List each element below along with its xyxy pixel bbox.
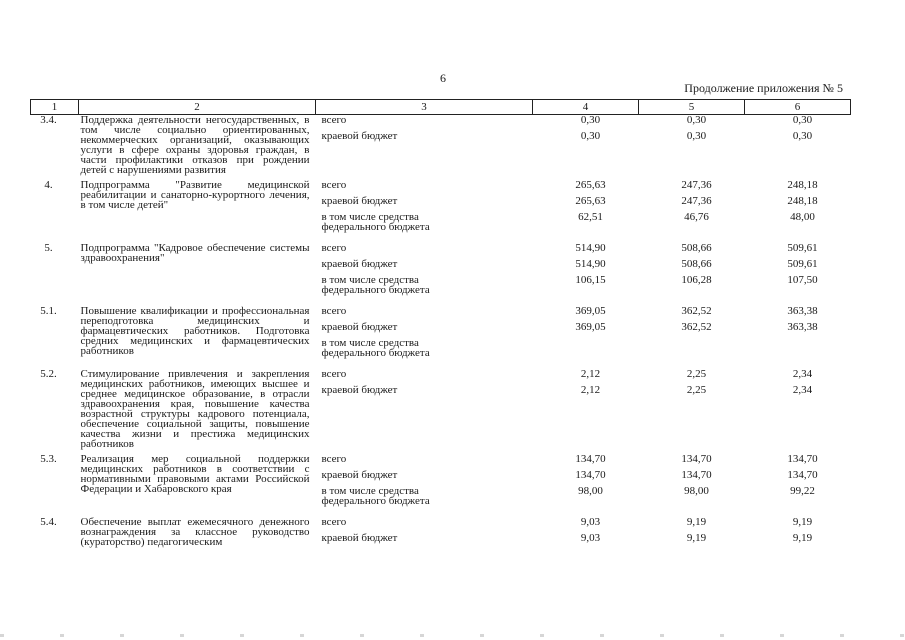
row-number: 4. — [44, 179, 53, 191]
value-cell: 0,30 — [580, 130, 601, 142]
value-col6 — [745, 454, 851, 517]
value-cell: 9,19 — [686, 516, 707, 528]
value-col4 — [533, 517, 639, 554]
budget-table — [30, 99, 851, 554]
value-cell: 0,30 — [686, 130, 707, 142]
value-col4 — [533, 369, 639, 454]
table-row — [31, 517, 851, 554]
table-row — [31, 115, 851, 181]
value-cell: 247,36 — [681, 179, 712, 191]
value-col4 — [533, 115, 639, 181]
value-col5 — [639, 517, 745, 554]
row-name: Повышение квалификации и профессиональная переподготовка медицинских и фармацевтических работников. Подготовка средних медицинских и фармацевтических работников — [80, 305, 310, 357]
value-cell: 2,25 — [686, 368, 707, 380]
header-col-3: 3 — [316, 100, 533, 115]
value-cell: 9,19 — [792, 516, 813, 528]
funding-source: всего — [321, 305, 347, 317]
value-cell: 106,15 — [575, 274, 606, 286]
value-cell: 134,70 — [681, 469, 712, 481]
funding-source: краевой бюджет — [321, 469, 398, 481]
table-row — [31, 306, 851, 369]
value-cell: 0,30 — [686, 114, 707, 126]
value-cell: 134,70 — [681, 453, 712, 465]
header-col-6: 6 — [745, 100, 851, 115]
value-cell: 514,90 — [575, 258, 606, 270]
table-row — [31, 454, 851, 517]
table-row — [31, 369, 851, 454]
funding-source: краевой бюджет — [321, 532, 398, 544]
value-cell: 2,34 — [792, 368, 813, 380]
funding-source: всего — [321, 368, 347, 380]
scan-artifact — [0, 634, 905, 637]
value-cell: 106,28 — [681, 274, 712, 286]
row-name: Стимулирование привлечения и закрепления медицинских работников, имеющих высшее и среднее медицинское образование, в отрасли здравоохранения края, повышение качества возрастной структуры кадрового потенциала, обеспечение социальной защиты, повышение качества жизни и престижа медицинских работников — [80, 368, 310, 450]
funding-sources — [316, 369, 533, 454]
value-cell: 2,25 — [686, 384, 707, 396]
table-row — [31, 180, 851, 243]
value-cell: 62,51 — [578, 211, 603, 223]
value-cell: 369,05 — [575, 305, 606, 317]
value-cell: 98,00 — [578, 485, 603, 497]
value-cell: 514,90 — [575, 242, 606, 254]
funding-sources — [316, 454, 533, 517]
value-cell: 99,22 — [790, 485, 815, 497]
value-cell — [649, 338, 745, 348]
value-cell — [543, 338, 639, 348]
value-col5 — [639, 306, 745, 369]
header-col-2: 2 — [79, 100, 316, 115]
row-name: Подпрограмма "Развитие медицинской реабилитации и санаторно-курортного лечения, в том числе детей" — [80, 179, 310, 211]
value-col6 — [745, 517, 851, 554]
funding-sources — [316, 115, 533, 181]
value-col6 — [745, 180, 851, 243]
row-name: Поддержка деятельности негосударственных, в том числе социально ориентированных, некоммерческих организаций, оказывающих услуги в сфере охраны здоровья граждан, в части профилактики отказов при рождении детей с нарушениями развития — [80, 114, 310, 176]
value-cell: 9,03 — [580, 516, 601, 528]
header-col-4: 4 — [533, 100, 639, 115]
row-number: 5.2. — [40, 368, 57, 380]
value-cell: 134,70 — [787, 469, 818, 481]
row-number: 5.3. — [40, 453, 57, 465]
table-header-row — [31, 100, 851, 115]
header-col-1: 1 — [31, 100, 79, 115]
row-number: 3.4. — [40, 114, 57, 126]
value-cell: 9,19 — [792, 532, 813, 544]
funding-sources — [316, 306, 533, 369]
value-col6 — [745, 306, 851, 369]
value-col5 — [639, 243, 745, 306]
funding-source: краевой бюджет — [321, 384, 398, 396]
funding-sources — [316, 243, 533, 306]
value-cell: 363,38 — [787, 321, 818, 333]
value-cell: 247,36 — [681, 195, 712, 207]
value-cell: 509,61 — [787, 242, 818, 254]
funding-source: в том числе средства федерального бюджета — [321, 211, 430, 233]
value-cell: 363,38 — [787, 305, 818, 317]
value-cell: 9,19 — [686, 532, 707, 544]
value-cell: 2,12 — [580, 368, 601, 380]
value-col6 — [745, 243, 851, 306]
value-cell — [755, 338, 851, 348]
continuation-label: Продолжение приложения № 5 — [684, 81, 843, 95]
value-cell: 107,50 — [787, 274, 818, 286]
funding-source: всего — [321, 179, 347, 191]
value-cell: 265,63 — [575, 179, 606, 191]
row-number: 5.4. — [40, 516, 57, 528]
value-cell: 362,52 — [681, 305, 712, 317]
value-col6 — [745, 369, 851, 454]
funding-source: всего — [321, 242, 347, 254]
row-name: Обеспечение выплат ежемесячного денежного вознаграждения за классное руководство (кураторство) педагогическим — [80, 516, 310, 548]
value-cell: 2,34 — [792, 384, 813, 396]
funding-source: краевой бюджет — [321, 195, 398, 207]
funding-source: краевой бюджет — [321, 130, 398, 142]
value-cell: 9,03 — [580, 532, 601, 544]
funding-source: краевой бюджет — [321, 258, 398, 270]
value-cell: 265,63 — [575, 195, 606, 207]
value-cell: 98,00 — [684, 485, 709, 497]
value-cell: 508,66 — [681, 242, 712, 254]
value-cell: 2,12 — [580, 384, 601, 396]
page-number: 6 — [440, 71, 446, 85]
value-col5 — [639, 454, 745, 517]
value-cell: 48,00 — [790, 211, 815, 223]
value-col6 — [745, 115, 851, 181]
funding-source: в том числе средства федерального бюджета — [321, 485, 430, 507]
table-row — [31, 243, 851, 306]
funding-source: всего — [321, 516, 347, 528]
funding-source: всего — [321, 453, 347, 465]
value-col4 — [533, 306, 639, 369]
row-name: Подпрограмма "Кадровое обеспечение системы здравоохранения" — [80, 242, 310, 264]
value-cell: 248,18 — [787, 195, 818, 207]
value-col5 — [639, 369, 745, 454]
table-body — [31, 115, 851, 555]
row-name: Реализация мер социальной поддержки медицинских работников в соответствии с нормативными правовыми актами Российской Федерации и Хабаровского края — [80, 453, 310, 495]
value-cell: 0,30 — [580, 114, 601, 126]
value-cell: 362,52 — [681, 321, 712, 333]
value-cell: 0,30 — [792, 130, 813, 142]
row-number: 5.1. — [40, 305, 57, 317]
value-col4 — [533, 180, 639, 243]
header-col-5: 5 — [639, 100, 745, 115]
value-col5 — [639, 115, 745, 181]
value-cell: 509,61 — [787, 258, 818, 270]
value-cell: 134,70 — [575, 469, 606, 481]
value-cell: 369,05 — [575, 321, 606, 333]
funding-source: в том числе средства федерального бюджета — [321, 274, 430, 296]
value-cell: 46,76 — [684, 211, 709, 223]
funding-source: краевой бюджет — [321, 321, 398, 333]
value-cell: 0,30 — [792, 114, 813, 126]
value-cell: 248,18 — [787, 179, 818, 191]
row-number: 5. — [44, 242, 53, 254]
funding-source: всего — [321, 114, 347, 126]
funding-sources — [316, 180, 533, 243]
value-col4 — [533, 243, 639, 306]
value-cell: 134,70 — [575, 453, 606, 465]
funding-sources — [316, 517, 533, 554]
value-col4 — [533, 454, 639, 517]
value-cell: 134,70 — [787, 453, 818, 465]
funding-source: в том числе средства федерального бюджета — [321, 337, 430, 359]
value-col5 — [639, 180, 745, 243]
value-cell: 508,66 — [681, 258, 712, 270]
